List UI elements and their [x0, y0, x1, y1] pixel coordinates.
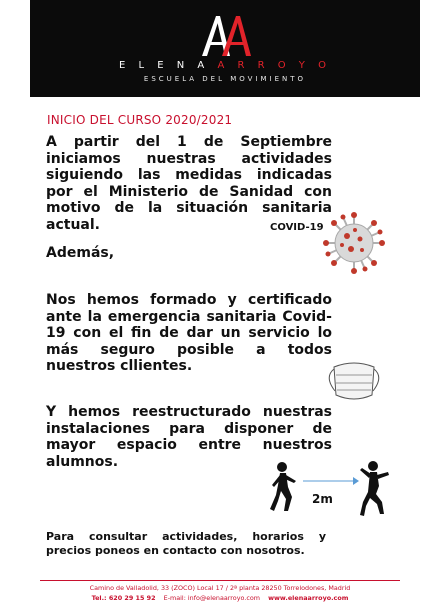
footer: [40, 583, 400, 603]
tagline: ESCUELA DEL MOVIMIENTO: [143, 75, 307, 83]
brand-first: E L E N A: [119, 60, 210, 71]
footer-address: Camino de Valladolid, 33 (ZOCO) Local 17 / 2ª planta 28250 Torrelodones, Madrid: [89, 584, 351, 592]
intro-paragraph: A partir del 1 de Septiembre iniciamos nuestras actividades siguiendo las medidas indicadas por el Ministerio de Sanidad con motivo de la situación sanitaria actual.: [46, 134, 332, 233]
training-paragraph: Nos hemos formado y certificado ante la emergencia sanitaria Covid-19 con el fin de dar un servicio lo más seguro posible a todos nuestros cllientes.: [46, 292, 332, 375]
dancer-left-icon: [268, 461, 300, 513]
dancer-right-icon: [358, 460, 392, 518]
distance-label: 2m: [312, 492, 333, 506]
footer-phone: Tel.: 620 29 15 92: [91, 594, 156, 602]
logo-icon: [198, 12, 254, 58]
ademas-paragraph: Además,: [46, 245, 115, 261]
header-banner: [30, 0, 420, 97]
face-mask-icon: [322, 355, 386, 407]
distance-arrow-icon: [303, 476, 359, 486]
footer-divider: [40, 580, 400, 581]
facilities-paragraph: Y hemos reestructurado nuestras instalaciones para disponer de mayor espacio entre nuestros alumnos.: [46, 404, 332, 470]
page-heading: INICIO DEL CURSO 2020/2021: [47, 113, 233, 127]
brand-second: A R R O Y O: [217, 60, 331, 71]
footer-contacts: [40, 593, 400, 603]
brand-name: [30, 60, 420, 71]
footer-email[interactable]: E-mail: info@elenaarroyo.com: [163, 594, 260, 602]
covid-label: COVID-19: [270, 222, 324, 233]
coronavirus-icon: [323, 212, 385, 274]
contact-paragraph: Para consultar actividades, horarios y precios poneos en contacto con nosotros.: [46, 530, 326, 557]
footer-web[interactable]: www.elenaarroyo.com: [268, 594, 349, 602]
